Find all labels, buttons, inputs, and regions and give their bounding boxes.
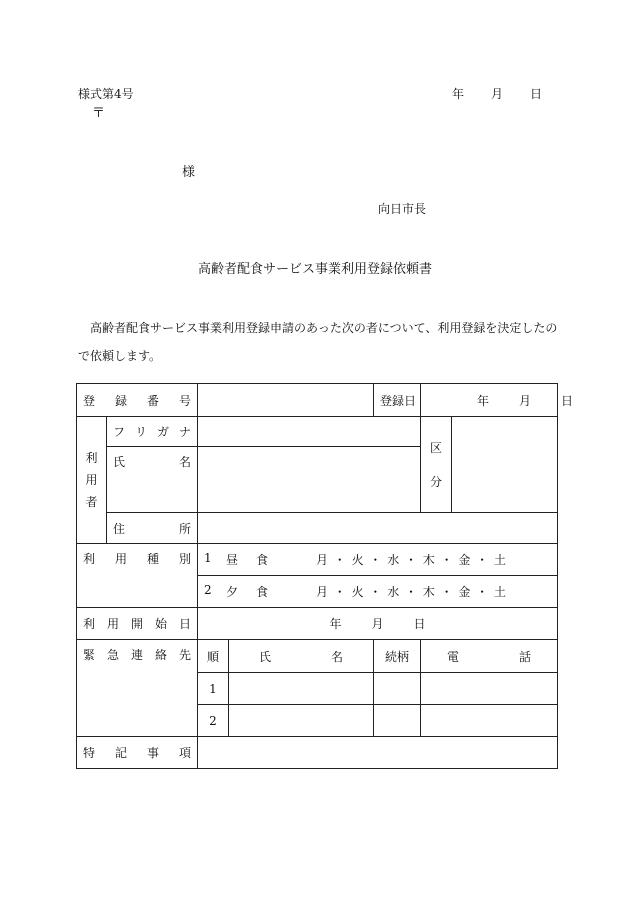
- row-number: 2: [198, 705, 229, 737]
- emergency-label: 緊 急 連 絡 先: [77, 640, 198, 737]
- form-number: 様式第4号: [78, 87, 134, 101]
- name-label: 氏 名: [107, 447, 198, 513]
- furigana-field[interactable]: [198, 417, 421, 447]
- reg-date-field[interactable]: 年 月 日: [421, 384, 558, 417]
- issuer: 向日市長: [378, 202, 427, 216]
- notes-field[interactable]: [198, 737, 558, 769]
- date-month: 月: [490, 87, 503, 101]
- emergency-phone-2[interactable]: [421, 705, 558, 737]
- lunch-weekdays[interactable]: 月 ・ 火 ・ 水 ・ 木 ・ 金 ・ 土: [316, 553, 506, 567]
- furigana-label: フ リ ガ ナ: [107, 417, 198, 447]
- date-year: 年: [452, 87, 465, 101]
- col-order: 順: [198, 640, 229, 673]
- body-text: 高齢者配食サービス事業利用登録申請のあった次の者について、利用登録を決定したので依頼します。: [78, 321, 558, 363]
- emergency-relation-2[interactable]: [374, 705, 421, 737]
- category-field[interactable]: [452, 417, 558, 513]
- document-date: [452, 85, 542, 102]
- category-label: 区 分: [421, 417, 452, 513]
- dinner-weekdays[interactable]: 月 ・ 火 ・ 水 ・ 木 ・ 金 ・ 土: [316, 585, 506, 599]
- address-label: 住 所: [107, 513, 198, 544]
- address-field[interactable]: [198, 513, 558, 544]
- addressee-suffix: 様: [182, 165, 196, 180]
- start-date-field[interactable]: 年 月 日: [198, 608, 558, 640]
- name-field[interactable]: [198, 447, 421, 513]
- meal-dinner-row: 2 夕 食 月 ・ 火 ・ 水 ・ 木 ・ 金 ・ 土: [198, 576, 558, 608]
- usage-type-label: 利 用 種 別: [77, 544, 198, 608]
- col-phone: 電 話: [421, 640, 558, 673]
- user-label: 利 用 者: [77, 417, 107, 544]
- reg-date-label: 登録日: [374, 384, 421, 417]
- notes-label: 特 記 事 項: [77, 737, 198, 769]
- col-name: 氏 名: [229, 640, 374, 673]
- emergency-name-1[interactable]: [229, 673, 374, 705]
- row-number: 1: [198, 673, 229, 705]
- document-title: 高齢者配食サービス事業利用登録依頼書: [197, 262, 432, 277]
- emergency-relation-1[interactable]: [374, 673, 421, 705]
- emergency-name-2[interactable]: [229, 705, 374, 737]
- date-day: 日: [529, 87, 542, 101]
- emergency-phone-1[interactable]: [421, 673, 558, 705]
- postal-mark: 〒: [92, 106, 106, 121]
- start-date-label: 利 用 開 始 日: [77, 608, 198, 640]
- reg-number-label: 登 録 番 号: [77, 384, 198, 417]
- col-relation: 続柄: [374, 640, 421, 673]
- registration-form-table: [76, 383, 573, 769]
- reg-number-field[interactable]: [198, 384, 374, 417]
- meal-lunch-row: 1 昼 食 月 ・ 火 ・ 水 ・ 木 ・ 金 ・ 土: [198, 544, 558, 576]
